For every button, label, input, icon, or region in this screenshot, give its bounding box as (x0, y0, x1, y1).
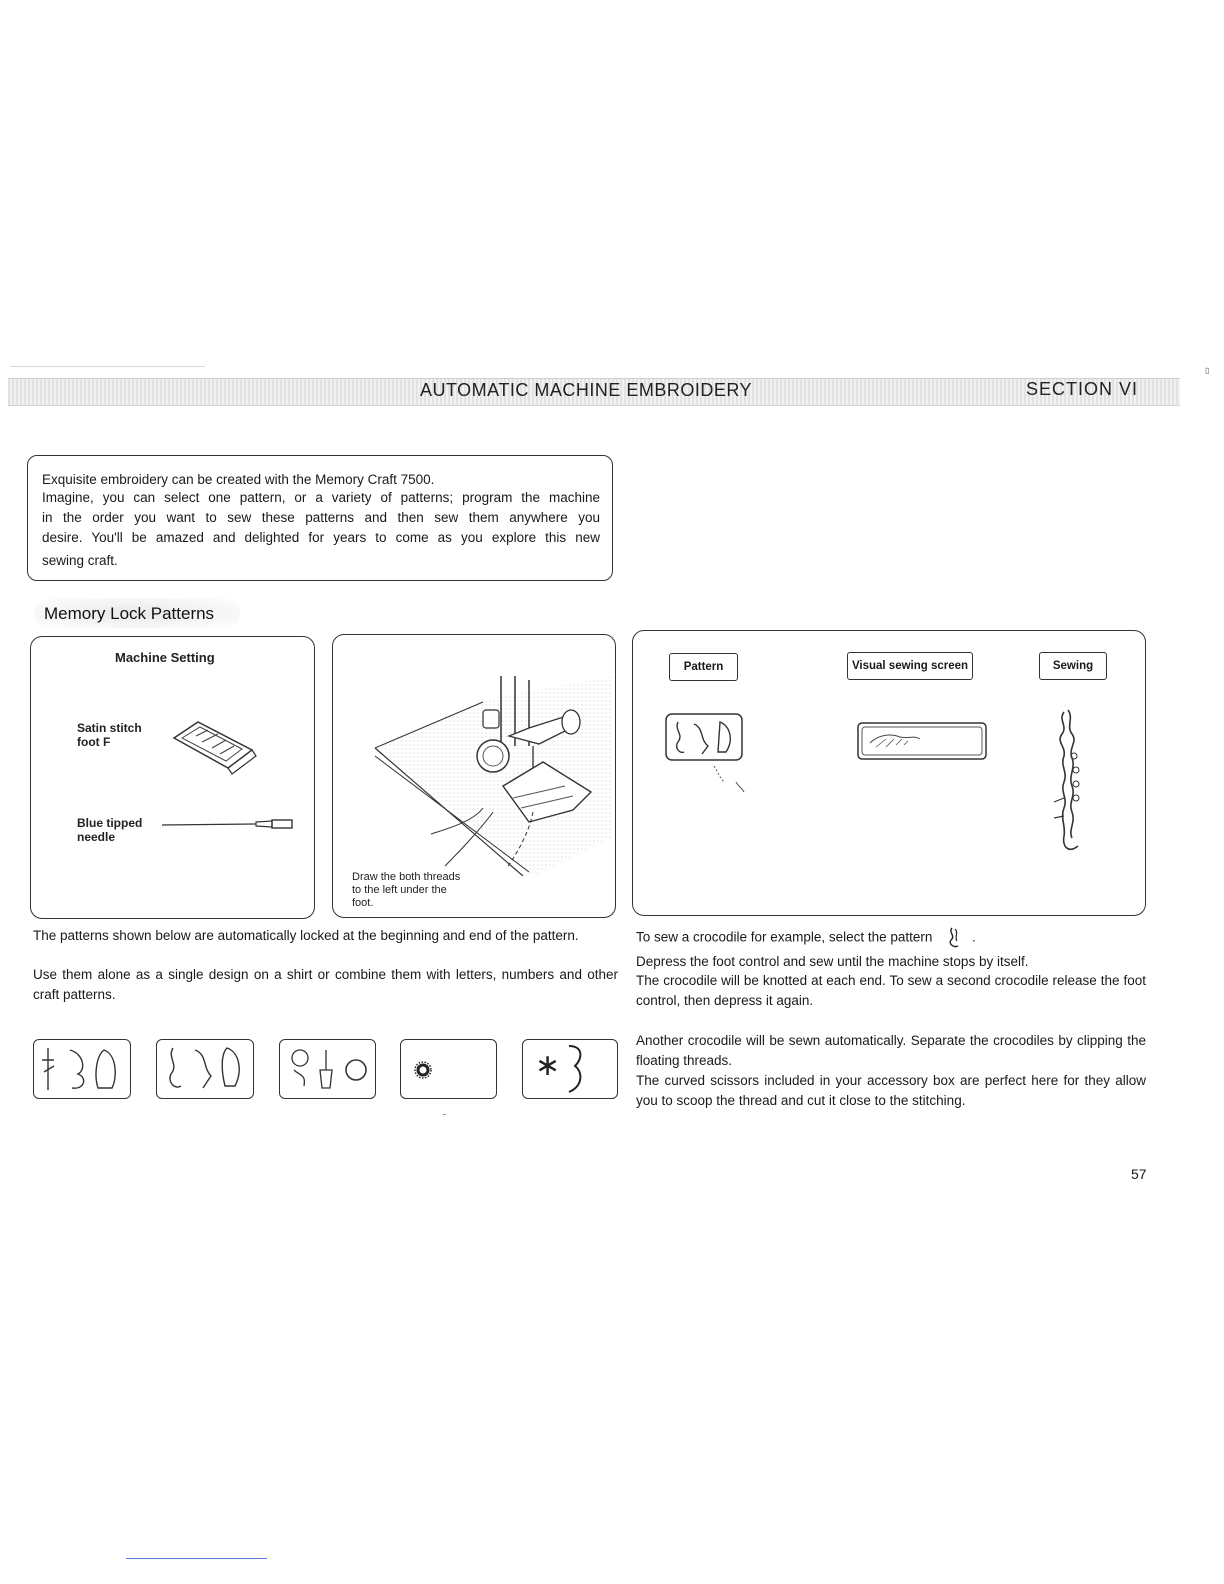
crocodile-select-text (636, 926, 976, 950)
intro-line-3: in the order you want to sew these patterns and then sew them anywhere you (42, 510, 600, 525)
pattern-set-5-key[interactable] (522, 1039, 618, 1099)
section-heading: Memory Lock Patterns (44, 604, 215, 623)
curly-brace-icon (561, 1042, 601, 1096)
pattern-label-box: Pattern (669, 653, 738, 681)
pattern-set-1-icon (34, 1040, 130, 1098)
sunburst-icon (401, 1040, 496, 1098)
visual-sewing-screen-icon (856, 721, 990, 761)
intro-line-1: Exquisite embroidery can be created with the Memory Craft 7500. (42, 472, 435, 487)
stray-mark (443, 1114, 446, 1115)
needle-label-line-2: needle (77, 830, 116, 844)
pattern-set-2-icon (157, 1040, 253, 1098)
machine-setting-panel (30, 636, 315, 919)
pattern-key-icon (664, 712, 746, 794)
depress-foot-control-text: Depress the foot control and sew until the machine stops by itself. (636, 954, 1029, 969)
needle-label-line-1: Blue tipped (77, 816, 143, 830)
sewn-crocodile-icon (1038, 706, 1094, 866)
second-crocodile-text: Another crocodile will be sewn automatically. Separate the crocodiles by clipping the floating threads. (636, 1033, 1146, 1068)
pattern-set-3-key[interactable] (279, 1039, 376, 1099)
foot-label-line-2: foot F (77, 735, 111, 749)
usage-description: Use them alone as a single design on a shirt or combine them with letters, numbers and other craft patterns. (33, 967, 618, 1002)
foot-caption-line-2: to the left under the (352, 884, 447, 896)
satin-stitch-foot-icon (168, 716, 258, 776)
intro-line-5: sewing craft. (42, 553, 118, 568)
crocodile-select-text-end: . (971, 929, 976, 945)
pattern-set-3-icon (280, 1040, 375, 1098)
blue-tipped-needle-icon (160, 816, 294, 832)
intro-line-2: Imagine, you can select one pattern, or a variety of patterns; program the machine (42, 490, 600, 505)
machine-setting-title: Machine Setting (115, 650, 215, 665)
pattern-set-4-key[interactable] (400, 1039, 497, 1099)
crocodile-select-text-main: To sew a crocodile for example, select the pattern (636, 929, 933, 945)
foot-caption (352, 871, 460, 910)
presser-foot-thread-illustration (333, 636, 613, 876)
crocodile-pattern-icon (946, 926, 962, 950)
foot-caption-line-3: foot. (352, 897, 374, 909)
margin-mark: ▯ (1205, 366, 1210, 375)
visual-sewing-screen-label-box: Visual sewing screen (847, 652, 973, 680)
page-header-section: SECTION VI (1026, 379, 1139, 399)
top-faint-line (10, 366, 205, 367)
page-number: 57 (1131, 1166, 1147, 1182)
knotted-crocodile-text: The crocodile will be knotted at each end. To sew a second crocodile release the foot control, then depress it again. (636, 973, 1146, 1008)
foot-label-line-1: Satin stitch (77, 721, 142, 735)
asterisk-icon: ∗ (535, 1049, 561, 1082)
intro-line-4: desire. You'll be amazed and delighted for years to come as you explore this new (42, 530, 600, 545)
page-header-title: AUTOMATIC MACHINE EMBROIDERY (420, 380, 753, 400)
bottom-line-decoration (126, 1558, 267, 1559)
sewing-label-box: Sewing (1039, 652, 1107, 680)
curved-scissors-text: The curved scissors included in your accessory box are perfect here for they allow you to scoop the thread and cut it close to the stitching. (636, 1073, 1146, 1108)
locked-patterns-description: The patterns shown below are automatically locked at the beginning and end of the pattern. (33, 928, 579, 943)
pattern-set-1-key[interactable] (33, 1039, 131, 1099)
foot-caption-line-1: Draw the both threads (352, 871, 461, 883)
pattern-set-2-key[interactable] (156, 1039, 254, 1099)
